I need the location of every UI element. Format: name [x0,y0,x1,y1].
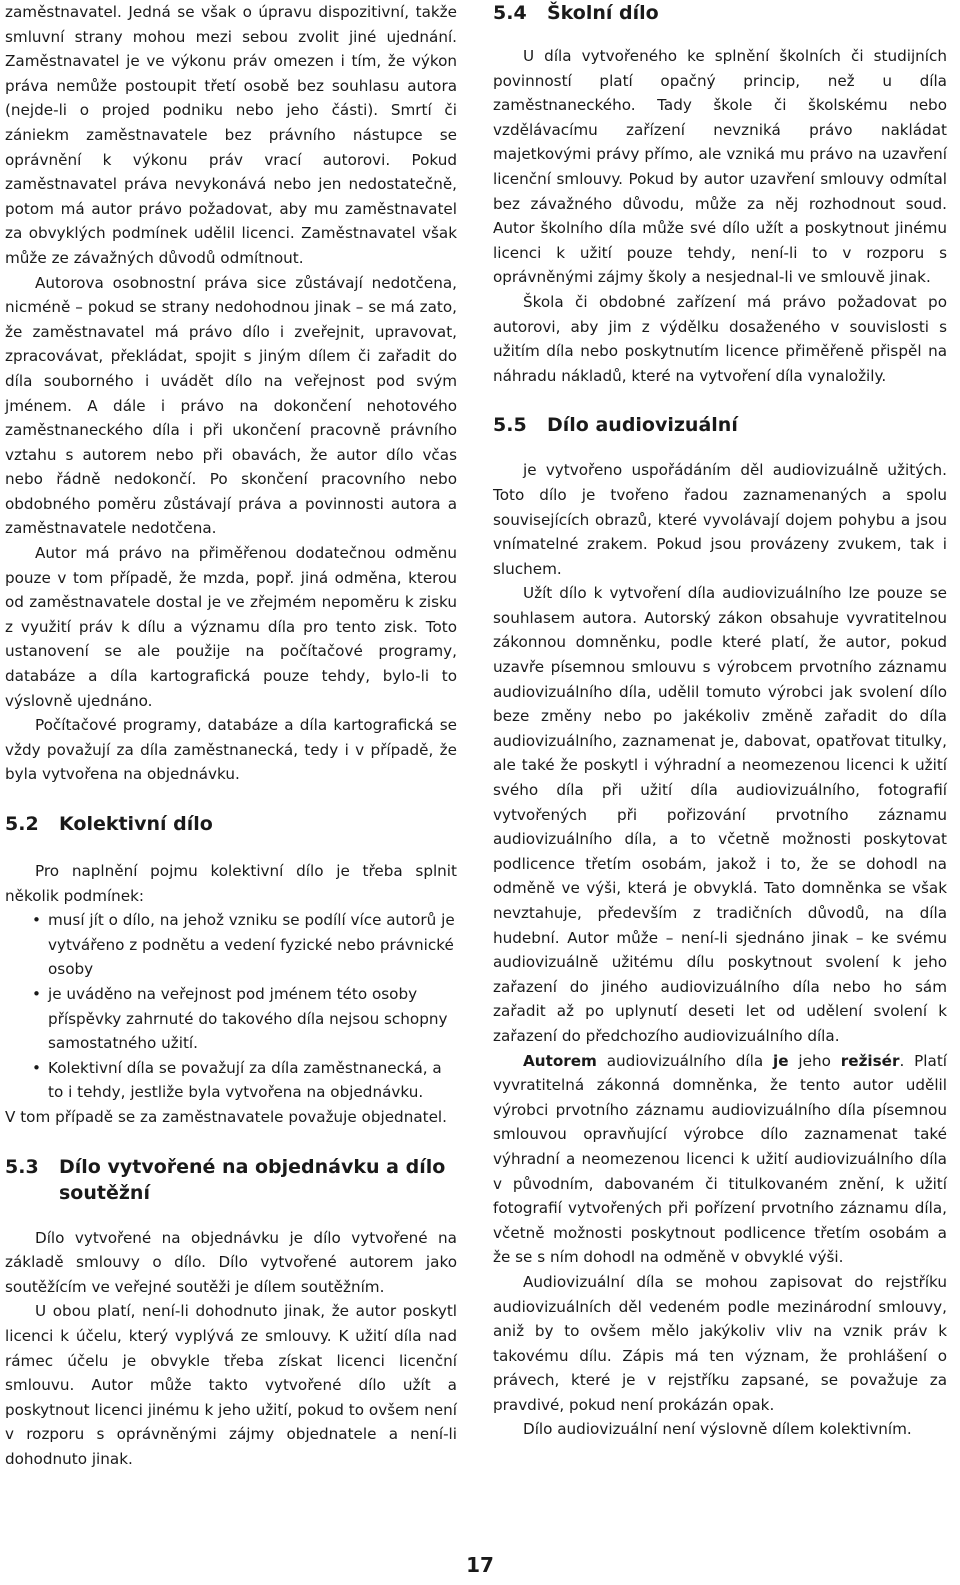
list-item [5,982,457,1056]
list-item-text: Kolektivní díla se považují za díla zaměstnanecká, a to i tehdy, jestliže byla vytvořena na objednávku. [48,1058,442,1102]
bullet-icon: • [32,984,41,1003]
author-paragraph [493,1049,947,1270]
body-paragraph: Pro naplnění pojmu kolektivní dílo je třeba splnit několik podmínek: [5,862,457,905]
page-number: 17 [466,1553,494,1577]
list-item [5,1056,457,1105]
bullet-icon: • [32,911,41,930]
section-number: 5.5 [493,414,527,437]
body-paragraph: Audiovizuální díla se mohou zapisovat do rejstříku audiovizuálních děl vedeném podle mezinárodní smlouvy, aniž by to ovšem mělo jakýkoliv vliv na vznik práv k takovému dílu. Zápis má ten význam, že prohlášení o právech, které je v rejstříku zapsané, se považuje za pravdivé, pokud není prokázán opak. [493,1272,947,1414]
bullet-icon: • [32,1058,41,1077]
list-item [5,908,457,982]
section-number: 5.2 [5,813,39,835]
left-column [5,0,457,1471]
body-paragraph: zaměstnavatel. Jedná se však o úpravu dispozitivní, takže smluvní strany mohou mezi sebou zvolit jiné ujednání. Zaměstnavatel je ve výkonu práv omezen i tím, že výkon práva nemůže postoupit třetí osobě bez souhlasu autora (nejde-li o projed podniku nebo jeho části). Smrtí či zániekm zaměstnavatele bez právního nástupce se oprávnění k výkonu práv vrací autorovi. Pokud zaměstnavatel práva nevykonává nebo jen nedostatečně, potom má autor právo požadovat, aby mu zaměstnavatel za obvyklých podmínek udělil licenci. Zaměstnavatel však může ze závažných důvodů odmítnout. [5,3,457,267]
section-heading-5-4 [493,0,947,26]
body-paragraph: Užít dílo k vytvoření díla audiovizuálního lze pouze se souhlasem autora. Autorský zákon obsahuje vyvratitelnou zákonnou domněnku, podle které platí, že autor, pokud uzavře písemnou smlouvu s výrobcem prvotního záznamu audiovizuálního díla, udělil tomuto výrobci jak svolení dílo beze změny nebo po jakékoliv změně zařadit do díla audiovizuálního, zaznamenat je, dabovat, opatřovat titulky, ale také že poskytl i výhradní a neomezenou licenci k užití svého díla při užití díla audiovizuálního, fotografií vytvořených při pořizování prvotního záznamu audiovizuálního díla, a to včetně možnosti poskytovat podlicence třetím osobám, jakož i to, že se dohodl na odměně ve výši, která je obvyklá. Tato domněnka se však nevztahuje, především z tradičních důvodů, na díla hudební. Autor může – není-li sjednáno jinak – ke svému audiovizuálně užitému dílu poskytnout svolení k jeho zařazení do jiného audiovizuálního díla nebo ho sám zařadit až po uplynutí deseti let od udělení svolení k zařazení do předchozího audiovizuálního díla. [493,584,947,1045]
paragraph-text: jeho [788,1051,841,1070]
body-paragraph: Dílo vytvořené na objednávku je dílo vytvořené na základě smlouvy o dílo. Dílo vytvořené autorem jako soutěžícím ve veřejné soutěži je dílem soutěžním. [5,1228,457,1296]
bold-term: je [773,1051,789,1070]
section-number: 5.4 [493,2,527,24]
right-column [493,0,947,1442]
body-paragraph: Autor má právo na přiměřenou dodatečnou odměnu pouze v tom případě, že mzda, popř. jiná odměna, kterou od zaměstnavatele dostal je ve zřejmém nepoměru k zisku z využití práv k dílu a významu díla pro tento zisk. Toto ustanovení se ale použije na počítačové programy, databáze a díla kartografická pouze tehdy, bylo-li to výslovně ujednáno. [5,544,457,710]
section-heading-5-2 [5,811,457,837]
body-paragraph: Škola či obdobné zařízení má právo požadovat po autorovi, aby jim z výdělku dosaženého v souvislosti s užitím díla nebo poskytnutím licence přiměřeně přispěl na náhradu nákladů, které na vytvoření díla vynaložily. [493,292,947,385]
section-heading-5-5 [493,412,947,438]
body-paragraph: Počítačové programy, databáze a díla kartografická se vždy považují za díla zaměstnanecká, tedy i v případě, že byla vytvořena na objednávku. [5,716,457,784]
body-paragraph: je vytvořeno uspořádáním děl audiovizuálně užitých. Toto dílo je tvořeno řadou zaznamenaných a spolu souvisejících obrazů, které vyvolávají dojem pohybu a jsou vnímatelné zrakem. Pokud jsou provázeny zvukem, tak i sluchem. [493,461,947,578]
body-paragraph: U díla vytvořeného ke splnění školních či studijních povinností platí opačný princip, než u díla zaměstnaneckého. Tady škole či školskému nebo vzdělávacímu zařízení nevzniká právo nakládat majetkovými právy přímo, ale vzniká mu právo na uzavření licenční smlouvy. Pokud by autor uzavření smlouvy odmítal bez závažného důvodu, může za něj rozhodnout soud. Autor školního díla může své dílo užít a poskytnout jinému licenci k užití pouze tehdy, není-li to v rozporu s oprávněnými zájmy školy a nesjednal-li ve smlouvě jinak. [493,47,947,287]
paragraph-text: . Platí vyvratitelná zákonná domněnka, že tento autor udělil výrobci prvotního záznamu audiovizuálního díla písemnou smlouvou opravňující výrobce dílo zaznamenat také výhradní a neomezenou licenci k užití audiovizuálního díla v původním, dabovaném či titulkovaném znění, k užití fotografií vytvořených při pořízení prvotního záznamu díla, včetně možnosti poskytnout podlicence třetím osobám a že se s ním dohodl na odměně v obvyklé výši. [493,1051,948,1267]
body-paragraph: Autorova osobnostní práva sice zůstávají nedotčena, nicméně – pokud se strany nedohodnou jinak – se má zato, že zaměstnavatel má právo dílo i zveřejnit, upravovat, zpracovávat, překládat, spojit s jiným dílem či zařadit do díla souborného i uvádět dílo na veřejnost pod svým jménem. A dále i právo na dokončení nehotového zaměstnaneckého díla i při ukončení pracovně právního vztahu s autorem nebo při obavách, že autor dílo včas nebo řádně nedokončí. Po skončení pracovního nebo obdobného poměru zůstávají práva a povinnosti autora a zaměstnavatele nedotčena. [5,273,457,538]
body-paragraph: Dílo audiovizuální není výslovně dílem kolektivním. [523,1420,912,1439]
bold-term: režisér [840,1051,900,1070]
body-paragraph: U obou platí, není-li dohodnuto jinak, že autor poskytl licenci k účelu, který vyplývá ze smlouvy. K užití díla nad rámec účelu je obvykle třeba získat licenci licenční smlouvu. Autor může takto vytvořené dílo užít a poskytnout licenci jinému k jeho užití, pokud to ovšem není v rozporu s oprávněnými zájmy objednatele a není-li dohodnuto jinak. [5,1302,457,1468]
section-number: 5.3 [5,1155,39,1178]
list-item-text: musí jít o dílo, na jehož vzniku se podílí více autorů je vytvářeno z podnětu a vedení fyzické nebo právnické osoby [48,911,455,979]
section-title: Dílo vytvořené na objednávku a dílo soutěžní [59,1155,446,1204]
bold-term: Autorem [523,1051,597,1070]
conditions-list [5,908,457,1105]
section-heading-5-3 [5,1154,457,1206]
body-paragraph: V tom případě se za zaměstnavatele považuje objednatel. [5,1107,447,1126]
section-title: Dílo audiovizuální [547,414,738,437]
section-title: Školní dílo [547,2,659,24]
paragraph-text: audiovizuálního díla [596,1051,774,1070]
list-item-text: je uváděno na veřejnost pod jménem této osoby příspěvky zahrnuté do takového díla nejsou schopny samostatného užití. [48,984,448,1053]
section-title: Kolektivní dílo [59,813,213,835]
